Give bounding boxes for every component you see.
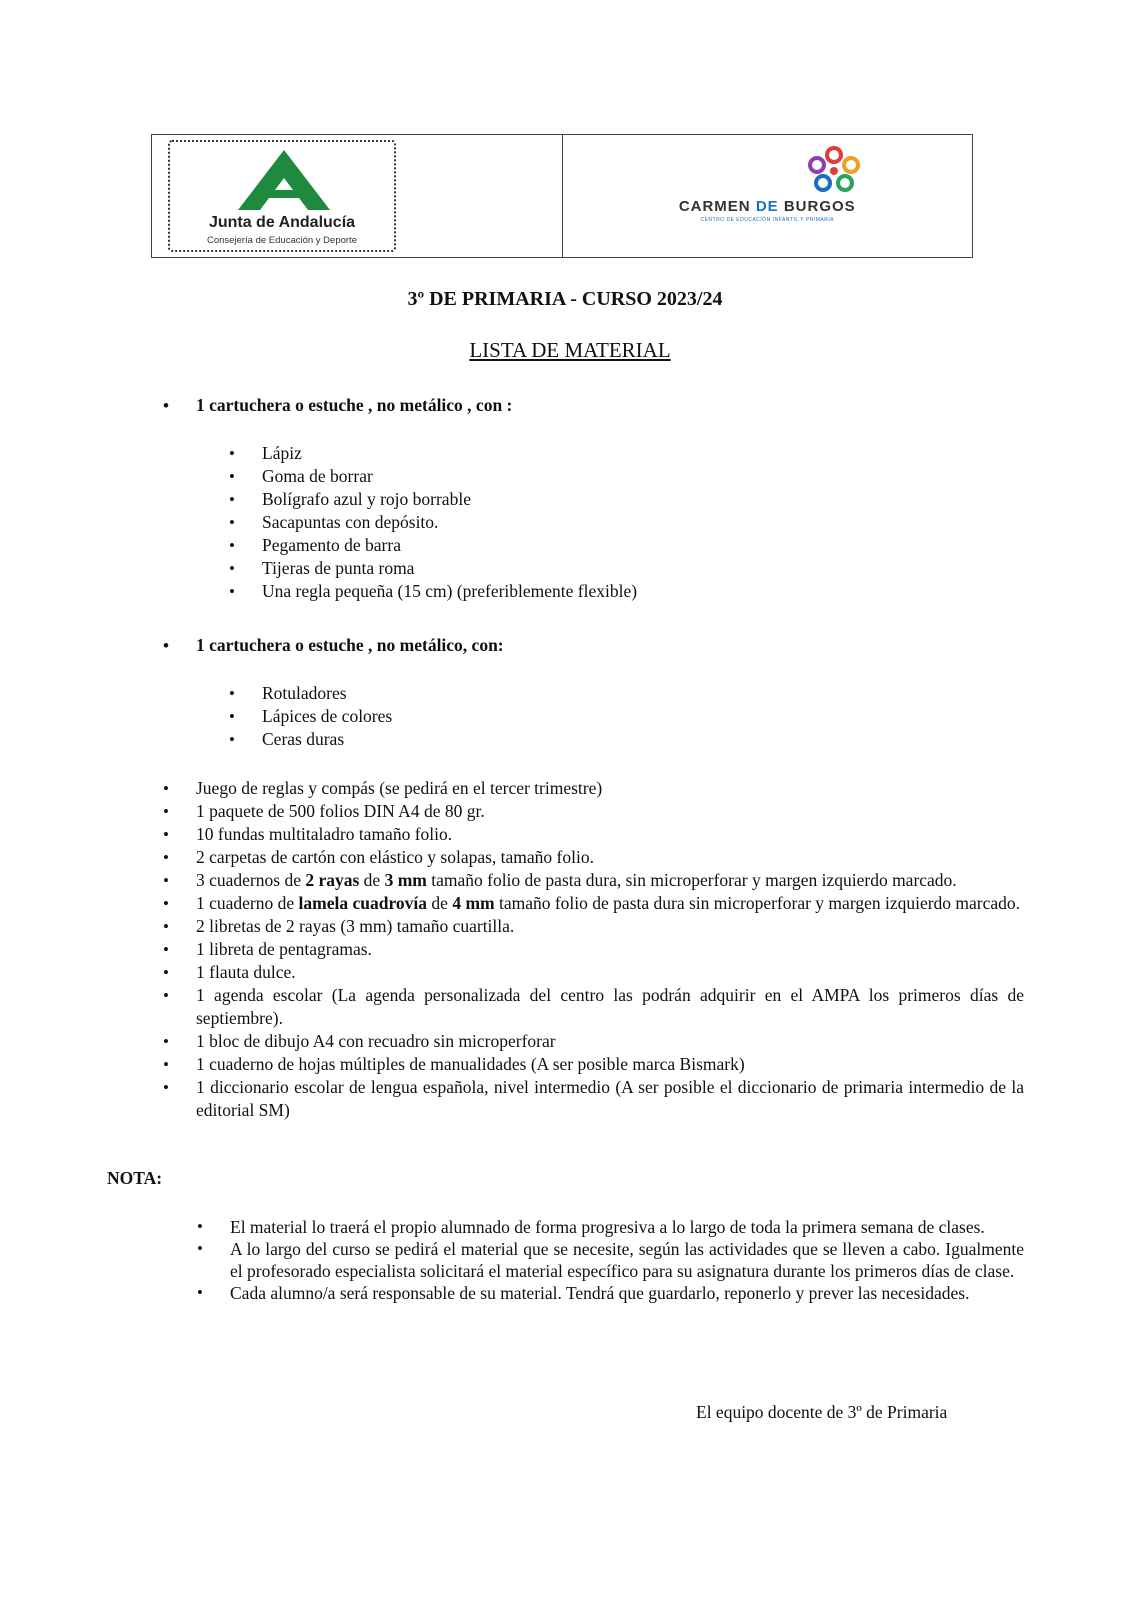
- junta-andalucia-emblem-icon: [238, 148, 330, 212]
- document-title: 3º DE PRIMARIA - CURSO 2023/24: [407, 288, 723, 310]
- list-item: • 10 fundas multitaladro tamaño folio.: [196, 823, 1024, 846]
- list-item: • Bolígrafo azul y rojo borrable: [262, 488, 962, 511]
- case2-items-list: [262, 682, 962, 751]
- list-item: • 2 carpetas de cartón con elástico y solapas, tamaño folio.: [196, 846, 1024, 869]
- signature: El equipo docente de 3º de Primaria: [696, 1402, 948, 1422]
- carmen-de-burgos-name: CARMEN DE BURGOS: [678, 198, 856, 215]
- junta-andalucia-logo: [168, 140, 396, 252]
- list-item: • Ceras duras: [262, 728, 962, 751]
- carmen-de-burgos-logo: [563, 135, 973, 257]
- junta-andalucia-subtitle: Consejería de Educación y Deporte: [207, 235, 357, 246]
- header-left-cell: [152, 135, 562, 257]
- junta-andalucia-name: Junta de Andalucía: [208, 214, 356, 231]
- materials-list: [196, 777, 1024, 1122]
- nota-label: NOTA:: [107, 1168, 163, 1188]
- list-item: • Sacapuntas con depósito.: [262, 511, 962, 534]
- list-item: • 2 libretas de 2 rayas (3 mm) tamaño cuartilla.: [196, 915, 1024, 938]
- list-item: • 3 cuadernos de 2 rayas de 3 mm tamaño folio de pasta dura, sin microperforar y margen izquierdo marcado.: [196, 869, 1024, 892]
- carmen-de-burgos-emblem-icon: [803, 145, 865, 197]
- list-item: • 1 libreta de pentagramas.: [196, 938, 1024, 961]
- list-item: • El material lo traerá el propio alumnado de forma progresiva a lo largo de toda la primera semana de clases.: [230, 1216, 1024, 1238]
- list-item: • Una regla pequeña (15 cm) (preferiblemente flexible): [262, 580, 962, 603]
- header-logos-table: [151, 134, 973, 258]
- list-item: • 1 flauta dulce.: [196, 961, 1024, 984]
- list-item: • 1 bloc de dibujo A4 con recuadro sin microperforar: [196, 1030, 1024, 1053]
- list-item: • Juego de reglas y compás (se pedirá en el tercer trimestre): [196, 777, 1024, 800]
- document-subtitle: LISTA DE MATERIAL: [469, 338, 671, 362]
- list-item: • A lo largo del curso se pedirá el material que se necesite, según las actividades que se lleven a cabo. Igualmente el profesorado especialista solicitará el material específico para su asignatura durante los primeros días de clase.: [230, 1238, 1024, 1282]
- list-item: • 1 cuaderno de lamela cuadrovía de 4 mm tamaño folio de pasta dura sin microperforar y margen izquierdo marcado.: [196, 892, 1024, 915]
- header-right-cell: [562, 135, 973, 257]
- list-item: • Lápices de colores: [262, 705, 962, 728]
- nota-list: [230, 1216, 1024, 1304]
- list-item: • Cada alumno/a será responsable de su material. Tendrá que guardarlo, reponerlo y prever las necesidades.: [230, 1282, 1024, 1304]
- list-item: • Rotuladores: [262, 682, 962, 705]
- list-item: • 1 paquete de 500 folios DIN A4 de 80 gr.: [196, 800, 1024, 823]
- list-item: • 1 agenda escolar (La agenda personalizada del centro las podrán adquirir en el AMPA los primeros días de septiembre).: [196, 984, 1024, 1030]
- case1-heading-list: [196, 394, 1024, 417]
- list-item: • 1 diccionario escolar de lengua española, nivel intermedio (A ser posible el diccionario de primaria intermedio de la editorial SM): [196, 1076, 1024, 1122]
- list-item: • Lápiz: [262, 442, 962, 465]
- list-item: • 1 cuaderno de hojas múltiples de manualidades (A ser posible marca Bismark): [196, 1053, 1024, 1076]
- case1-heading: • 1 cartuchera o estuche , no metálico , con :: [196, 394, 1024, 417]
- case1-items-list: [262, 442, 962, 603]
- case2-heading-list: [196, 634, 1024, 657]
- list-item: • Pegamento de barra: [262, 534, 962, 557]
- carmen-de-burgos-subtitle: CENTRO DE EDUCACIÓN INFANTIL Y PRIMARIA: [700, 217, 835, 223]
- case2-heading: • 1 cartuchera o estuche , no metálico, con:: [196, 634, 1024, 657]
- list-item: • Goma de borrar: [262, 465, 962, 488]
- list-item: • Tijeras de punta roma: [262, 557, 962, 580]
